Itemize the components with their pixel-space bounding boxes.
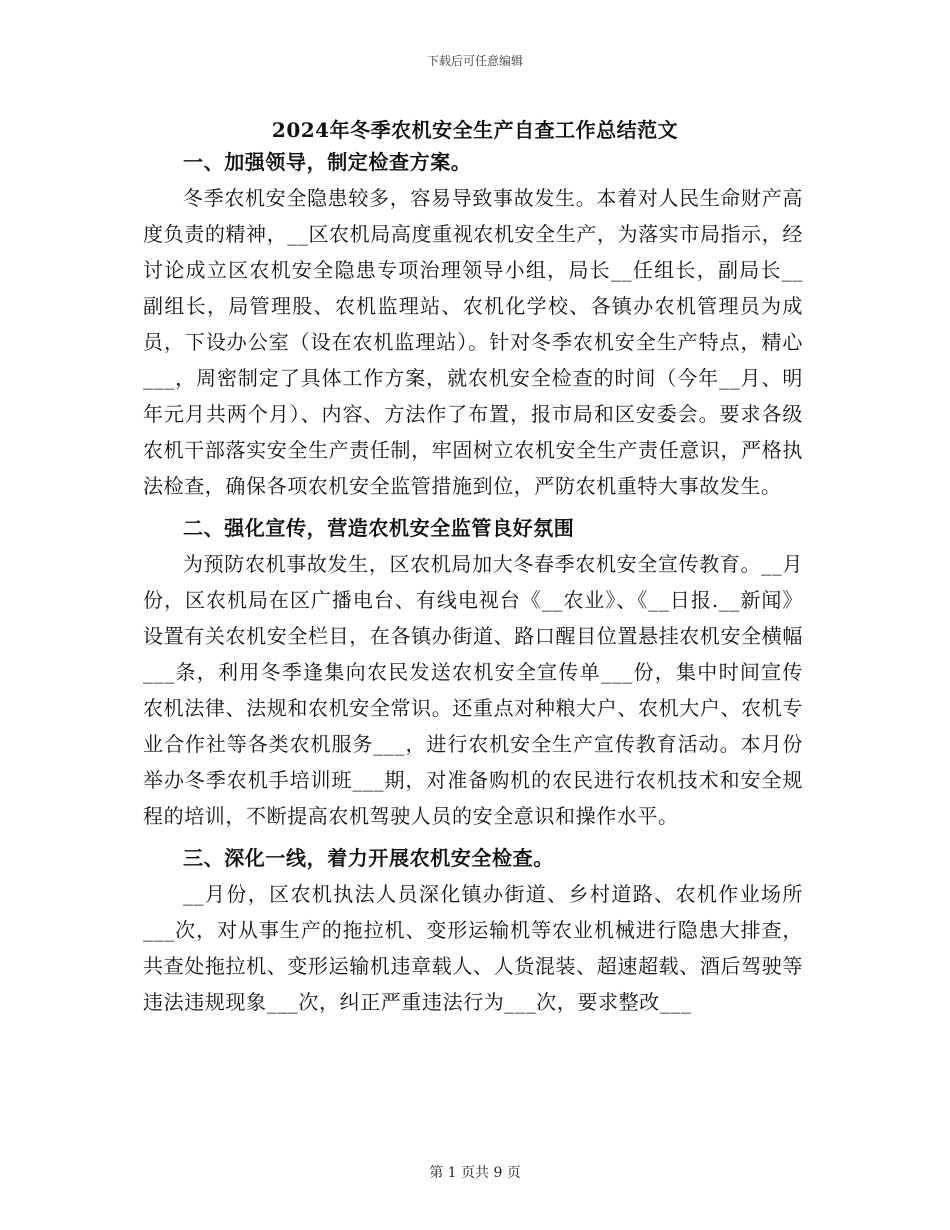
header-note: 下载后可任意编辑 xyxy=(426,54,523,68)
section-2-paragraph: 为预防农机事故发生，区农机局加大冬春季农机安全宣传教育。__月份，区农机局在区广播电台、有线电视台《__农业》、《__日报.__新闻》设置有关农机安全栏目，在各镇办街道、路口醒目位置悬挂农机安全横幅___条，利用冬季逢集向农民发送农机安全宣传单___份，集中时间宣传农机法律、法规和农机安全常识。还重点对种粮大户、农机大户、农机专业合作社等各类农机服务___，进行农机安全生产宣传教育活动。本月份举办冬季农机手培训班___期，对准备购机的农民进行农机技术和安全规程的培训，不断提高农机驾驶人员的安全意识和操作水平。 xyxy=(143,552,803,828)
section-2-heading: 二、强化宣传，营造农机安全监管良好氛围 xyxy=(183,516,575,540)
section-1-heading: 一、加强领导，制定检查方案。 xyxy=(183,150,472,174)
document-body xyxy=(143,144,803,1020)
section-3-paragraph: __月份，区农机执法人员深化镇办街道、乡村道路、农机作业场所___次，对从事生产的拖拉机、变形运输机等农业机械进行隐患大排查，共查处拖拉机、变形运输机违章载人、人货混装、超速超载、酒后驾驶等违法违规现象___次，纠正严重违法行为___次，要求整改___ xyxy=(143,882,803,1014)
section-1-paragraph: 冬季农机安全隐患较多，容易导致事故发生。本着对人民生命财产高度负责的精神，__区农机局高度重视农机安全生产，为落实市局指示，经讨论成立区农机安全隐患专项治理领导小组，局长__任组长，副局长__副组长，局管理股、农机监理站、农机化学校、各镇办农机管理员为成员，下设办公室（设在农机监理站）。针对冬季农机安全生产特点，精心___，周密制定了具体工作方案，就农机安全检查的时间（今年__月、明年元月共两个月）、内容、方法作了布置，报市局和区安委会。要求各级农机干部落实安全生产责任制，牢固树立农机安全生产责任意识，严格执法检查，确保各项农机安全监管措施到位，严防农机重特大事故发生。 xyxy=(143,186,803,498)
section-3-heading: 三、深化一线，着力开展农机安全检查。 xyxy=(183,846,554,870)
document-title: 2024年冬季农机安全生产自查工作总结范文 xyxy=(271,118,679,142)
page-number: 第 1 页共 9 页 xyxy=(429,1165,521,1181)
